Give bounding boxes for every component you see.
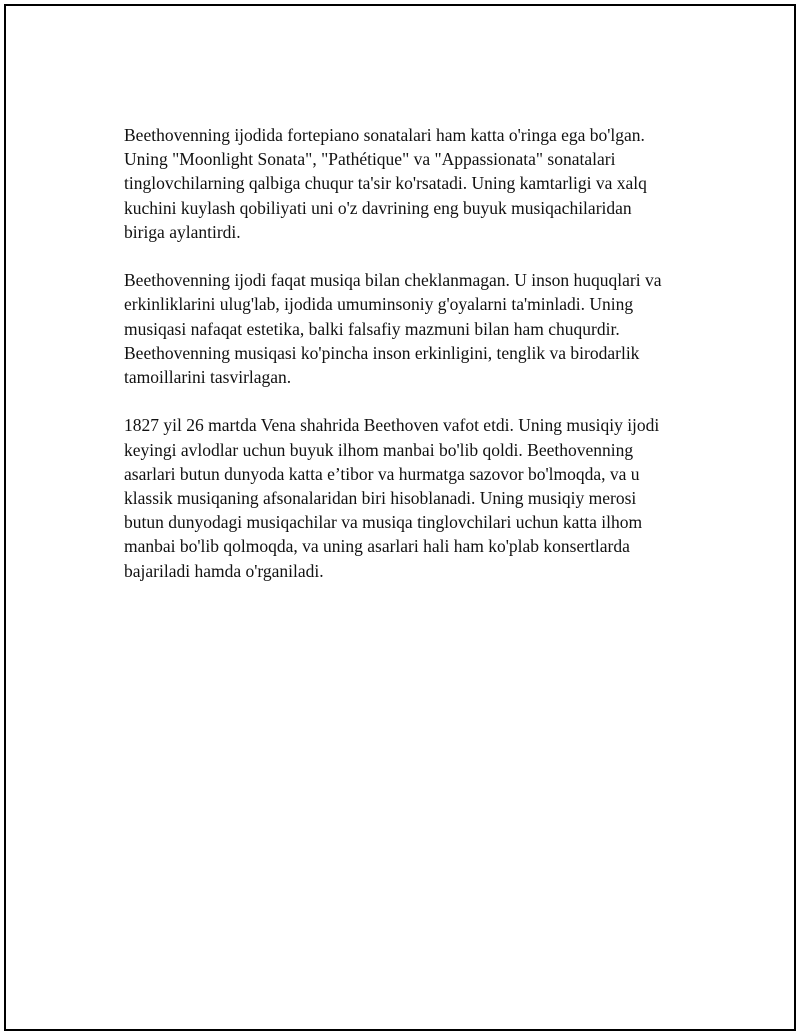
page-border [4,4,796,1031]
text-line: musiqasi nafaqat estetika, balki falsafiy mazmuni bilan ham chuqurdir. [124,318,620,339]
text-line: 1827 yil 26 martda Vena shahrida Beethoven vafot etdi. Uning musiqiy ijodi [124,415,660,436]
paragraph-3 [124,413,704,582]
text-line: bajariladi hamda o'rganiladi. [124,560,324,581]
text-line: butun dunyodagi musiqachilar va musiqa tinglovchilari uchun katta ilhom [124,512,643,533]
text-line: erkinliklarini ulug'lab, ijodida umuminsoniy g'oyalarni ta'minladi. Uning [124,294,634,315]
paragraph-1 [124,123,704,244]
text-line: kuchini kuylash qobiliyati uni o'z davrining eng buyuk musiqachilaridan [124,197,632,218]
paragraph-2 [124,268,704,389]
text-line: biriga aylantirdi. [124,221,241,242]
text-line: asarlari butun dunyoda katta e’tibor va hurmatga sazovor bo'lmoqda, va u [124,463,640,484]
text-line: klassik musiqaning afsonalaridan biri hisoblanadi. Uning musiqiy merosi [124,488,637,509]
text-line: manbai bo'lib qolmoqda, va uning asarlari hali ham ko'plab konsertlarda [124,536,630,557]
text-line: tinglovchilarning qalbiga chuqur ta'sir ko'rsatadi. Uning kamtarligi va xalq [124,173,647,194]
text-line: Beethovenning ijodi faqat musiqa bilan cheklanmagan. U inson huquqlari va [124,270,662,291]
text-line: Beethovenning musiqasi ko'pincha inson erkinligini, tenglik va birodarlik [124,342,640,363]
document-body [124,123,704,607]
text-line: Beethovenning ijodida fortepiano sonatalari ham katta o'ringa ega bo'lgan. [124,125,645,145]
text-line: keyingi avlodlar uchun buyuk ilhom manbai bo'lib qoldi. Beethovenning [124,439,634,460]
text-line: tamoillarini tasvirlagan. [124,367,292,388]
text-line: Uning "Moonlight Sonata", "Pathétique" va "Appassionata" sonatalari [124,149,616,170]
